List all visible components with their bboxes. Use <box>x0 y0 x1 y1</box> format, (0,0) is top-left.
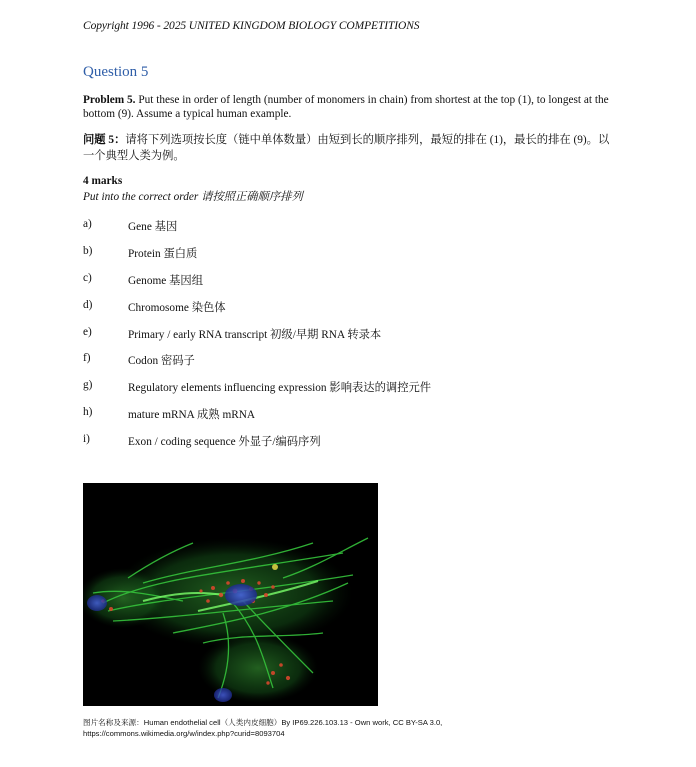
item-text: Exon / coding sequence 外显子/编码序列 <box>128 436 321 448</box>
item-letter: c) <box>83 272 92 284</box>
caption-line-2: https://commons.wikimedia.org/w/index.php?curid=8093704 <box>83 729 285 738</box>
item-text: Codon 密码子 <box>128 355 195 367</box>
problem-label-en: Problem 5. <box>83 94 136 106</box>
item-text: Primary / early RNA transcript 初级/早期 RNA 转录本 <box>128 329 382 341</box>
problem-statement-en <box>83 93 619 121</box>
item-letter: i) <box>83 433 90 445</box>
question-title: Question 5 <box>83 64 149 80</box>
item-text: mature mRNA 成熟 mRNA <box>128 409 256 421</box>
marks-label: 4 marks <box>83 175 123 187</box>
copyright-notice: Copyright 1996 - 2025 UNITED KINGDOM BIOLOGY COMPETITIONS <box>83 20 420 32</box>
problem-text-zh: 请将下列选项按长度（链中单体数量）由短到长的顺序排列，最短的排在 (1)，最长的排在 (9)。以一个典型人类为例。 <box>83 134 610 162</box>
item-text: Regulatory elements influencing expression 影响表达的调控元件 <box>128 382 432 394</box>
instruction-text: Put into the correct order 请按照正确顺序排列 <box>83 191 303 203</box>
image-caption <box>83 717 623 739</box>
item-letter: b) <box>83 245 93 257</box>
problem-statement-zh <box>83 132 619 164</box>
item-letter: a) <box>83 218 92 230</box>
item-text: Chromosome 染色体 <box>128 302 226 314</box>
item-letter: g) <box>83 379 93 391</box>
endothelial-cell-micrograph-icon <box>83 483 378 706</box>
item-text: Genome 基因组 <box>128 275 203 287</box>
endothelial-cell-image <box>83 483 378 706</box>
item-text: Protein 蛋白质 <box>128 248 198 260</box>
item-letter: f) <box>83 352 91 364</box>
item-letter: e) <box>83 326 92 338</box>
problem-label-zh: 问题 5： <box>83 134 126 146</box>
caption-line-1: 图片名称及来源：Human endothelial cell（人类内皮细胞）By IP69.226.103.13 - Own work, CC BY-SA 3.0, <box>83 718 443 727</box>
item-text: Gene 基因 <box>128 221 178 233</box>
item-letter: h) <box>83 406 93 418</box>
problem-text-en: Put these in order of length (number of monomers in chain) from shortest at the top (1), to longest at the bottom (9). Assume a typical human example. <box>83 94 609 120</box>
item-letter: d) <box>83 299 93 311</box>
